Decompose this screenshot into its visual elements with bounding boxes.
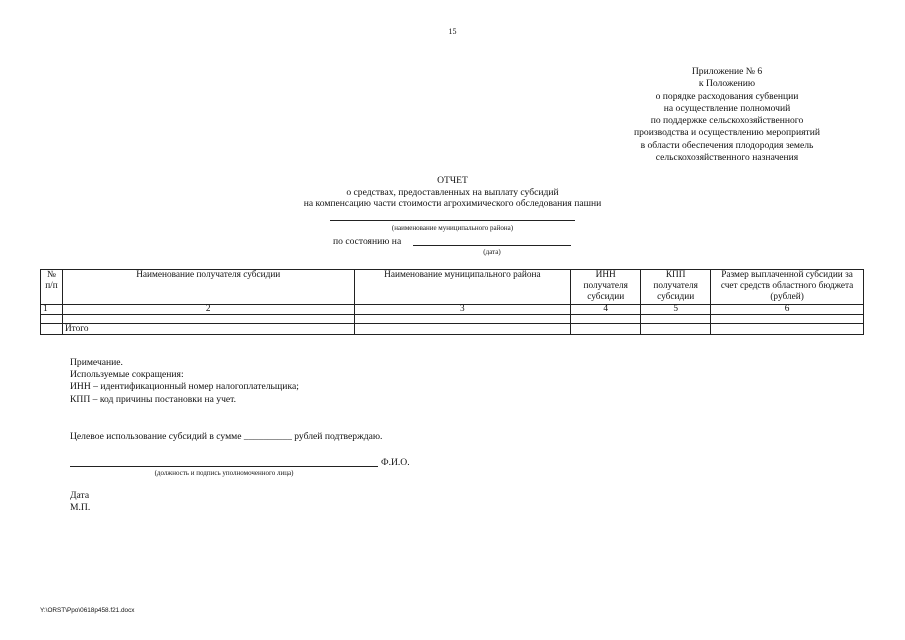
notes-block bbox=[70, 357, 299, 406]
table-cell bbox=[641, 324, 711, 335]
as-of-label: по состоянию на bbox=[333, 236, 402, 247]
date-label: Дата bbox=[70, 490, 90, 501]
confirmation-text: Целевое использование субсидий в сумме __________ рублей подтверждаю. bbox=[70, 431, 383, 442]
report-subtitle: на компенсацию части стоимости агрохимического обследования пашни bbox=[303, 198, 602, 209]
table-cell bbox=[711, 315, 864, 324]
table-cell bbox=[41, 324, 63, 335]
signature-blank-line bbox=[70, 466, 378, 467]
appendix-line: сельскохозяйственного назначения bbox=[655, 152, 799, 164]
table-cell bbox=[571, 324, 641, 335]
column-header: ИНН получателя субсидии bbox=[571, 270, 641, 305]
appendix-header bbox=[597, 66, 857, 164]
appendix-line: Приложение № 6 bbox=[691, 66, 763, 77]
appendix-line: по поддержке сельскохозяйственного bbox=[650, 115, 804, 127]
appendix-line: о порядке расходования субвенции bbox=[655, 90, 799, 102]
appendix-line: к Положению bbox=[698, 78, 756, 90]
total-row bbox=[41, 324, 864, 335]
column-header: Наименование получателя субсидии bbox=[62, 270, 354, 305]
report-title-block bbox=[0, 175, 905, 210]
page-number: 15 bbox=[448, 27, 457, 36]
signature-caption: (должность и подпись уполномоченного лица) bbox=[154, 469, 294, 477]
column-number: 2 bbox=[62, 305, 354, 315]
date-blank-line bbox=[413, 245, 571, 246]
column-number: 6 bbox=[711, 305, 864, 315]
column-number: 5 bbox=[641, 305, 711, 315]
stamp-label: М.П. bbox=[70, 502, 91, 514]
note-line: КПП – код причины постановки на учет. bbox=[70, 393, 237, 405]
table-cell bbox=[62, 315, 354, 324]
note-line: ИНН – идентификационный номер налогоплательщика; bbox=[70, 381, 299, 393]
municipality-blank-line bbox=[330, 220, 575, 221]
column-number-row bbox=[41, 305, 864, 315]
total-label: Итого bbox=[62, 324, 354, 335]
note-line: Используемые сокращения: bbox=[70, 369, 184, 381]
column-number: 4 bbox=[571, 305, 641, 315]
municipality-caption: (наименование муниципального района) bbox=[391, 224, 514, 232]
table-cell bbox=[641, 315, 711, 324]
table-cell bbox=[41, 315, 63, 324]
table-cell bbox=[711, 324, 864, 335]
report-table bbox=[40, 269, 864, 335]
report-subtitle: о средствах, предоставленных на выплату субсидий bbox=[346, 186, 559, 198]
table-cell bbox=[354, 315, 571, 324]
appendix-line: в области обеспечения плодородия земель bbox=[640, 139, 814, 151]
table-header-row bbox=[41, 270, 864, 305]
column-header: Наименование муниципального района bbox=[354, 270, 571, 305]
date-caption: (дата) bbox=[483, 248, 501, 256]
note-line: Примечание. bbox=[70, 357, 123, 368]
report-title: ОТЧЕТ bbox=[437, 175, 468, 186]
footer-file-path: Y:\ORST\Ppo\0618p458.f21.docx bbox=[40, 607, 135, 614]
column-number: 3 bbox=[354, 305, 571, 315]
column-header: № п/п bbox=[41, 270, 63, 305]
column-header: Размер выплаченной субсидии за счет средств областного бюджета (рублей) bbox=[711, 270, 864, 305]
column-number: 1 bbox=[41, 305, 63, 315]
fio-label: Ф.И.О. bbox=[381, 457, 410, 468]
column-header: КПП получателя субсидии bbox=[641, 270, 711, 305]
table-row bbox=[41, 315, 864, 324]
table-cell bbox=[354, 324, 571, 335]
appendix-line: на осуществление полномочий bbox=[663, 102, 791, 114]
appendix-line: производства и осуществлению мероприятий bbox=[633, 127, 820, 139]
date-stamp-block bbox=[70, 490, 90, 514]
table-cell bbox=[571, 315, 641, 324]
